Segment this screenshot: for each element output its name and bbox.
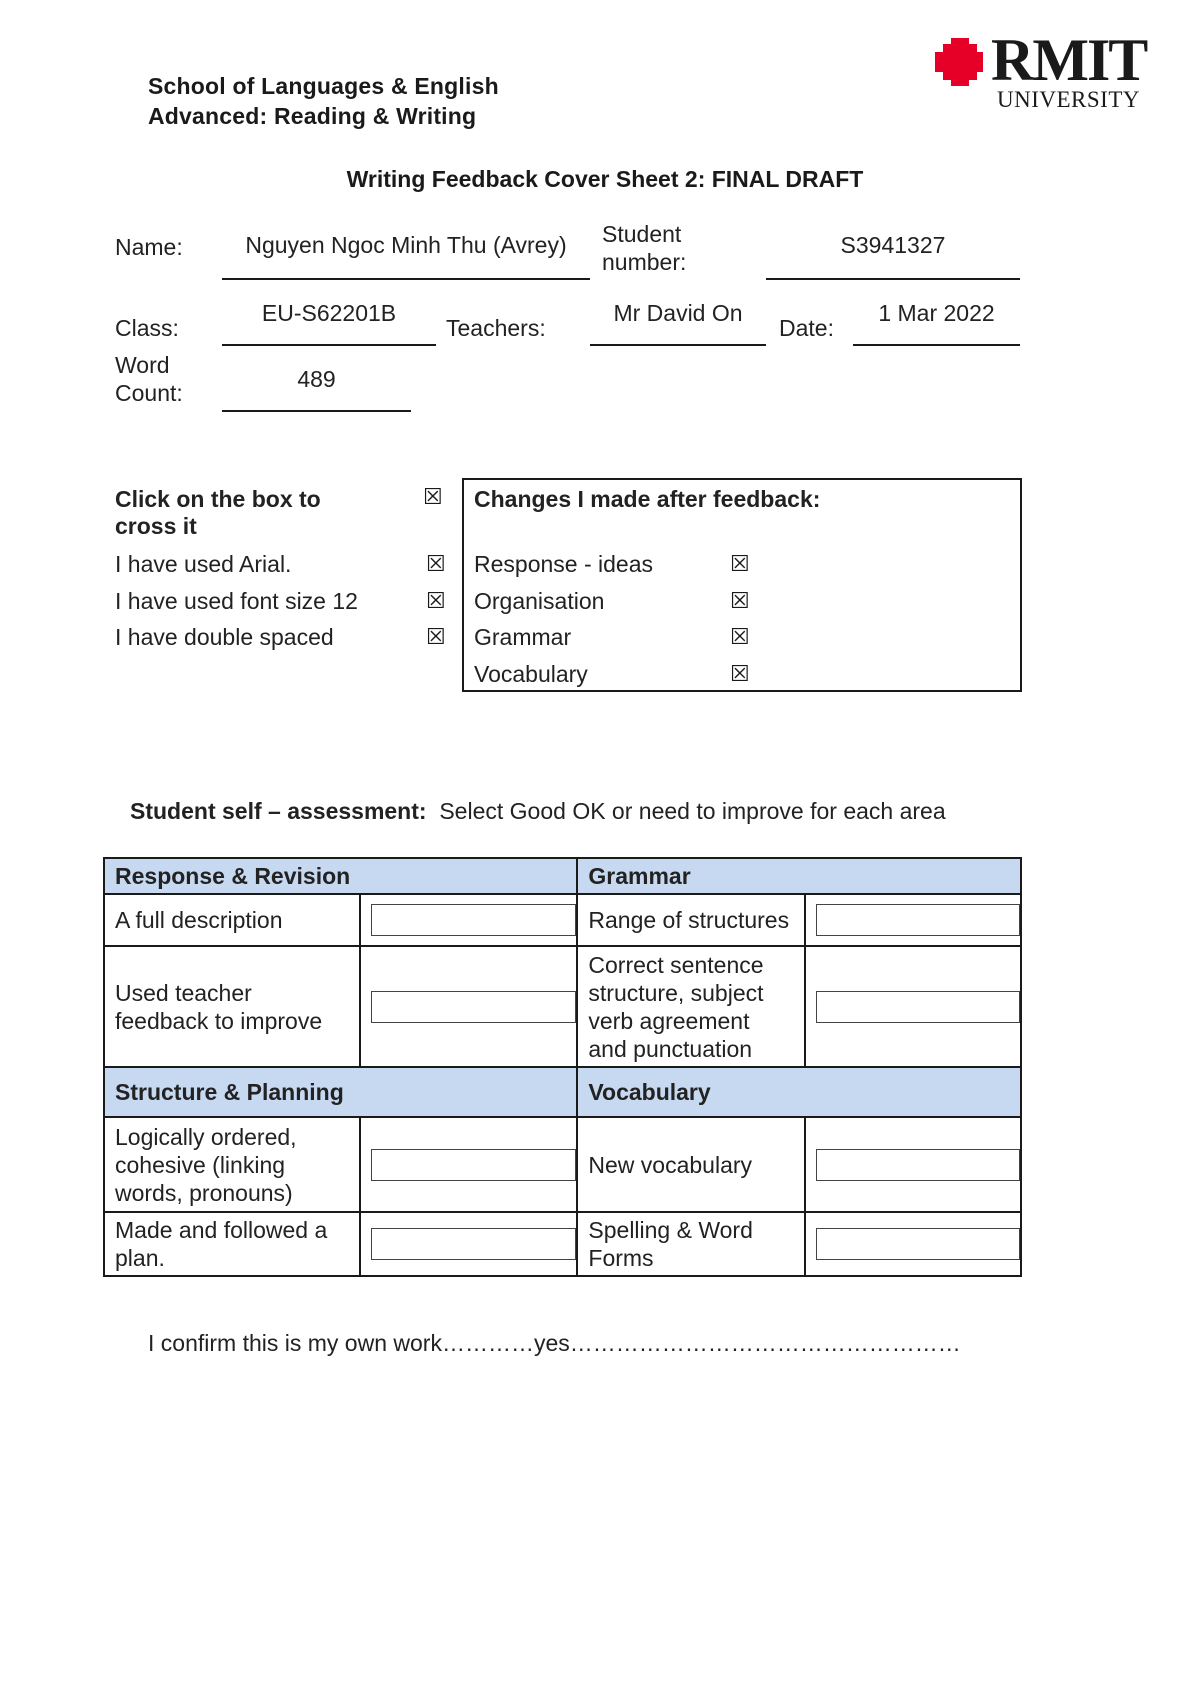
rating-cell [360, 1117, 577, 1212]
criterion-full-description: A full description [104, 894, 360, 946]
class-field[interactable]: EU-S62201B [222, 298, 436, 346]
criterion-line: Made and followed a [115, 1217, 328, 1243]
name-field[interactable]: Nguyen Ngoc Minh Thu (Avrey) [222, 228, 590, 280]
criterion-line: verb agreement [588, 1007, 750, 1034]
criterion-correct-sentence-structure [577, 946, 805, 1067]
checklist-heading-1: Click on the box to [115, 486, 321, 512]
rating-box-new-vocabulary[interactable] [816, 1149, 1020, 1181]
change-organisation-label: Organisation [474, 588, 605, 614]
self-assessment-instruction: Select Good OK or need to improve for each area [439, 798, 946, 824]
change-response-ideas-checkbox[interactable]: ☒ [730, 552, 750, 577]
rating-cell [360, 946, 577, 1067]
date-field[interactable]: 1 Mar 2022 [853, 298, 1020, 346]
check-item-font-size-label: I have used font size 12 [115, 588, 358, 614]
rating-cell [360, 1212, 577, 1276]
page-title: Writing Feedback Cover Sheet 2: FINAL DRAFT [346, 166, 864, 192]
rating-box-made-followed-plan[interactable] [371, 1228, 576, 1260]
rating-cell [805, 946, 1021, 1067]
change-vocabulary-label: Vocabulary [474, 661, 588, 687]
criterion-line: structure, subject [588, 979, 764, 1006]
self-assessment-line [130, 797, 946, 825]
check-item-double-spaced-label: I have double spaced [115, 624, 334, 650]
criterion-line: Forms [588, 1245, 654, 1271]
section-grammar: Grammar [577, 858, 1021, 894]
section-response-revision: Response & Revision [104, 858, 577, 894]
rating-cell [805, 1117, 1021, 1212]
school-name: School of Languages & English [148, 73, 499, 99]
criterion-line: words, pronouns) [115, 1179, 293, 1206]
change-organisation-checkbox[interactable]: ☒ [730, 589, 750, 614]
criterion-spelling-word-forms [577, 1212, 805, 1276]
change-vocabulary-checkbox[interactable]: ☒ [730, 662, 750, 687]
student-number-label-2: number: [602, 249, 687, 275]
changes-heading: Changes I made after feedback: [474, 486, 821, 512]
criterion-line: cohesive (linking [115, 1151, 286, 1178]
teachers-field[interactable]: Mr David On [590, 298, 766, 346]
checklist-heading-2: cross it [115, 513, 197, 539]
word-count-field[interactable]: 489 [222, 364, 411, 412]
check-item-arial-label: I have used Arial. [115, 551, 292, 577]
name-label: Name: [115, 234, 183, 260]
criterion-line: Correct sentence [588, 951, 764, 978]
criterion-logically-ordered [104, 1117, 360, 1212]
check-item-font-size-checkbox[interactable]: ☒ [426, 589, 446, 614]
check-item-arial-checkbox[interactable]: ☒ [426, 552, 446, 577]
criterion-line: plan. [115, 1245, 165, 1271]
rating-box-used-teacher-feedback[interactable] [371, 991, 576, 1023]
own-work-confirmation: I confirm this is my own work…………yes…………………………………………… [148, 1330, 961, 1356]
rating-cell [360, 894, 577, 946]
rating-cell [805, 1212, 1021, 1276]
class-label: Class: [115, 315, 179, 341]
section-structure-planning: Structure & Planning [104, 1067, 577, 1117]
rmit-logo [935, 27, 1147, 118]
change-grammar-label: Grammar [474, 624, 572, 650]
section-vocabulary: Vocabulary [577, 1067, 1021, 1117]
checklist-heading-checkbox[interactable]: ☒ [423, 485, 443, 510]
criterion-line: Used teacher [115, 979, 252, 1006]
criterion-new-vocabulary: New vocabulary [577, 1117, 805, 1212]
rmit-pixel-mark-icon [935, 38, 987, 86]
word-count-label-1: Word [115, 352, 170, 378]
change-grammar-checkbox[interactable]: ☒ [730, 625, 750, 650]
criterion-line: feedback to improve [115, 1007, 323, 1034]
date-label: Date: [779, 315, 834, 341]
student-number-field[interactable]: S3941327 [766, 228, 1020, 280]
self-assessment-label: Student self – assessment: [130, 798, 427, 824]
criterion-line: and punctuation [588, 1035, 753, 1062]
word-count-label-2: Count: [115, 380, 183, 406]
criterion-made-followed-plan [104, 1212, 360, 1276]
teachers-label: Teachers: [446, 315, 546, 341]
rating-box-logically-ordered[interactable] [371, 1149, 576, 1181]
logo-brand-text: RMIT [991, 27, 1147, 93]
rating-box-full-description[interactable] [371, 904, 576, 936]
criterion-line: Logically ordered, [115, 1123, 297, 1150]
change-response-ideas-label: Response - ideas [474, 551, 653, 577]
rating-box-correct-sentence-structure[interactable] [816, 991, 1020, 1023]
logo-sub-text: UNIVERSITY [997, 87, 1140, 112]
criterion-range-of-structures: Range of structures [577, 894, 805, 946]
student-number-label-1: Student [602, 221, 682, 247]
course-name: Advanced: Reading & Writing [148, 103, 477, 129]
rating-box-range-of-structures[interactable] [816, 904, 1020, 936]
criterion-line: Spelling & Word [588, 1217, 753, 1243]
self-assessment-table [103, 857, 1022, 1277]
rating-box-spelling-word-forms[interactable] [816, 1228, 1020, 1260]
check-item-double-spaced-checkbox[interactable]: ☒ [426, 625, 446, 650]
rating-cell [805, 894, 1021, 946]
criterion-used-teacher-feedback [104, 946, 360, 1067]
